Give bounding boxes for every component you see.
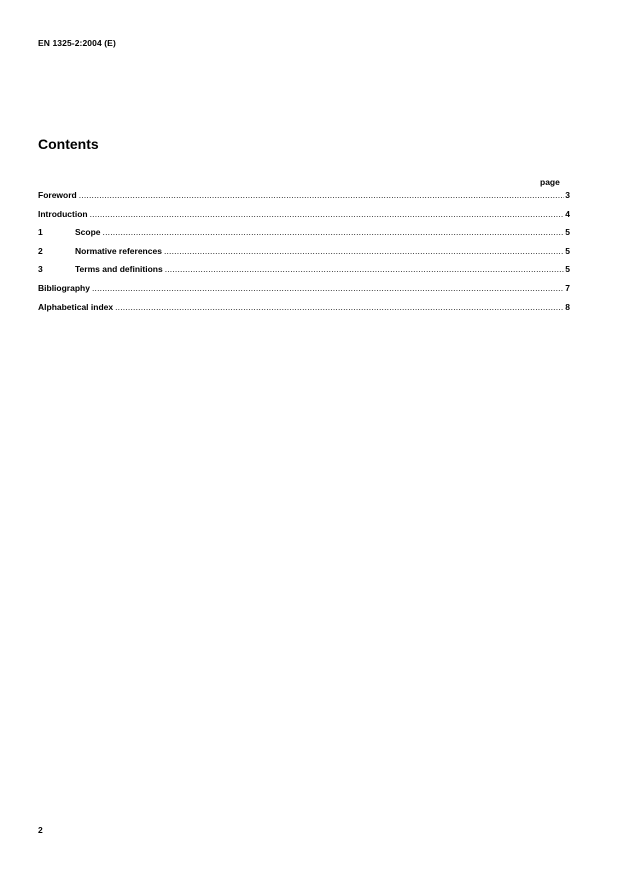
toc-dot-leader xyxy=(90,209,565,219)
toc-entry-page: 7 xyxy=(565,282,570,293)
toc-entry-normative-references[interactable] xyxy=(38,246,570,265)
toc-entry-page: 5 xyxy=(565,227,570,238)
toc-entry-page: 4 xyxy=(565,208,570,219)
toc-entry-number: 2 xyxy=(38,245,43,256)
toc-entry-title: Terms and definitions xyxy=(75,264,163,275)
page-number: 2 xyxy=(38,825,43,835)
toc-dot-leader xyxy=(92,283,564,293)
toc-entry-page: 5 xyxy=(565,245,570,256)
toc-dot-leader xyxy=(165,264,565,274)
toc-dot-leader xyxy=(115,302,564,312)
toc-entry-title: Foreword xyxy=(38,190,77,200)
toc-entry-title: Introduction xyxy=(38,208,88,219)
toc-entry-number: 1 xyxy=(38,227,43,238)
toc-entry-title: Scope xyxy=(75,227,101,238)
toc-dot-leader xyxy=(164,246,564,256)
toc-entry-alphabetical-index[interactable] xyxy=(38,302,570,321)
toc-entry-title: Normative references xyxy=(75,245,162,256)
toc-entry-foreword[interactable] xyxy=(38,190,570,209)
toc-entry-title: Alphabetical index xyxy=(38,301,114,312)
document-identifier: EN 1325-2:2004 (E) xyxy=(38,38,116,48)
toc-entry-terms-and-definitions[interactable] xyxy=(38,264,570,283)
toc-entry-page: 3 xyxy=(565,190,570,200)
toc-entry-scope[interactable] xyxy=(38,227,570,246)
toc-entry-title: Bibliography xyxy=(38,282,90,293)
toc-entry-number: 3 xyxy=(38,264,43,275)
toc-entry-page: 8 xyxy=(565,301,570,312)
toc-entry-bibliography[interactable] xyxy=(38,283,570,302)
toc-entry-introduction[interactable] xyxy=(38,209,570,228)
toc-dot-leader xyxy=(103,227,565,237)
toc-entry-page: 5 xyxy=(565,264,570,275)
toc-dot-leader xyxy=(79,190,565,200)
contents-heading: Contents xyxy=(38,136,99,152)
table-of-contents xyxy=(38,190,570,320)
page-column-label: page xyxy=(540,177,560,187)
